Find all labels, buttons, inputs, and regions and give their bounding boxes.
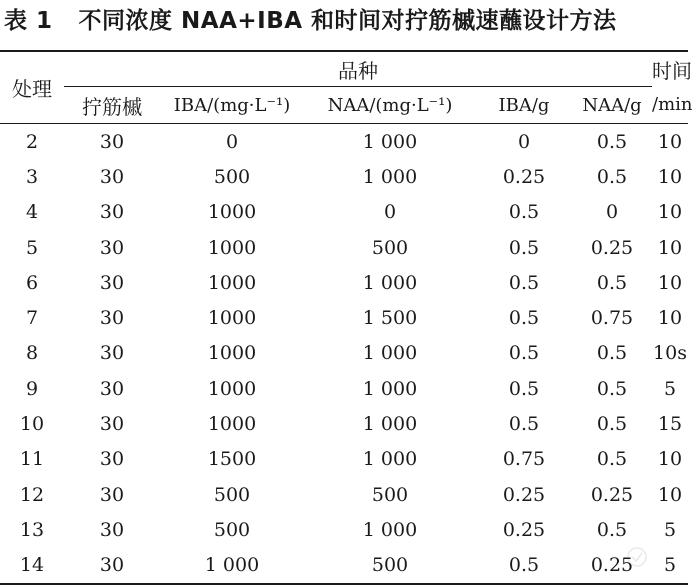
cell-variety: 30 xyxy=(99,236,125,259)
table-row xyxy=(0,406,688,441)
cell-treatment: 7 xyxy=(25,307,39,330)
header-row-2 xyxy=(0,87,688,124)
cell-time: 10 xyxy=(657,130,683,153)
header-row-1 xyxy=(0,51,688,87)
cell-variety: 30 xyxy=(99,130,125,153)
table-row xyxy=(0,512,688,547)
cell-time: 15 xyxy=(657,413,683,436)
cell-time: 5 xyxy=(663,518,677,541)
cell-iba-mass: 0.25 xyxy=(502,483,546,506)
header-time-label: 时间 xyxy=(652,58,692,83)
cell-iba-conc: 500 xyxy=(213,518,251,541)
cell-time: 10 xyxy=(657,236,683,259)
cell-treatment: 11 xyxy=(19,448,45,471)
cell-iba-conc: 1500 xyxy=(207,448,257,471)
table-row xyxy=(0,300,688,335)
cell-iba-mass: 0.25 xyxy=(502,518,546,541)
table-row xyxy=(0,124,688,160)
cell-iba-mass: 0.5 xyxy=(508,377,540,400)
cell-time: 10 xyxy=(657,307,683,330)
cell-naa-conc: 1 000 xyxy=(362,130,418,153)
cell-iba-conc: 1000 xyxy=(207,271,257,294)
header-treatment: 处理 xyxy=(12,77,52,101)
table-number: 表 1 xyxy=(4,8,53,34)
cell-naa-mass: 0.5 xyxy=(596,342,628,365)
cell-treatment: 4 xyxy=(25,201,39,224)
cell-time: 5 xyxy=(652,548,688,584)
header-time-unit: /min xyxy=(652,93,692,115)
cell-naa-mass: 0.25 xyxy=(590,236,634,259)
cell-iba-conc: 1000 xyxy=(207,307,257,330)
cell-naa-conc: 1 000 xyxy=(362,518,418,541)
cell-treatment: 6 xyxy=(25,271,39,294)
cell-naa-conc: 1 000 xyxy=(362,342,418,365)
cell-naa-mass: 0.75 xyxy=(590,307,634,330)
cell-variety: 30 xyxy=(99,518,125,541)
cell-iba-conc: 500 xyxy=(213,165,251,188)
table-row xyxy=(0,548,688,584)
table-caption xyxy=(4,4,617,38)
cell-naa-mass: 0.5 xyxy=(596,518,628,541)
table-body xyxy=(0,124,688,584)
cell-iba-conc: 1000 xyxy=(207,342,257,365)
cell-time: 10 xyxy=(657,448,683,471)
cell-iba-mass: 0.5 xyxy=(508,342,540,365)
cell-iba-conc: 500 xyxy=(213,483,251,506)
cell-iba-mass: 0.75 xyxy=(502,448,546,471)
cell-treatment: 10 xyxy=(19,413,45,436)
cell-treatment: 8 xyxy=(25,342,39,365)
cell-iba-mass: 0.25 xyxy=(502,165,546,188)
table-row xyxy=(0,336,688,371)
cell-iba-conc: 1000 xyxy=(207,201,257,224)
cell-time: 5 xyxy=(663,377,677,400)
cell-naa-conc: 1 000 xyxy=(362,271,418,294)
cell-variety: 30 xyxy=(99,413,125,436)
cell-time: 10s xyxy=(653,342,687,365)
cell-variety: 30 xyxy=(99,271,125,294)
cell-naa-conc: 500 xyxy=(371,483,409,506)
cell-treatment: 14 xyxy=(0,548,64,584)
cell-variety: 30 xyxy=(99,483,125,506)
cell-variety: 30 xyxy=(99,448,125,471)
table-row xyxy=(0,195,688,230)
cell-naa-conc: 1 000 xyxy=(362,448,418,471)
cell-variety: 30 xyxy=(99,377,125,400)
header-iba-mass: IBA/g xyxy=(498,94,550,116)
watermark-icon xyxy=(626,546,648,568)
cell-naa-conc: 1 000 xyxy=(362,377,418,400)
cell-treatment: 3 xyxy=(25,165,39,188)
cell-iba-mass: 0.5 xyxy=(508,307,540,330)
cell-iba-mass: 0 xyxy=(517,130,531,153)
cell-naa-mass: 0.5 xyxy=(596,130,628,153)
cell-treatment: 5 xyxy=(25,236,39,259)
cell-iba-conc: 0 xyxy=(225,130,239,153)
table-row xyxy=(0,477,688,512)
cell-treatment: 13 xyxy=(19,518,45,541)
cell-iba-mass: 0.5 xyxy=(508,271,540,294)
cell-variety: 30 xyxy=(99,342,125,365)
cell-naa-mass: 0.5 xyxy=(596,271,628,294)
table-row xyxy=(0,371,688,406)
cell-naa-mass: 0.5 xyxy=(596,165,628,188)
cell-variety: 30 xyxy=(64,548,160,584)
table-row xyxy=(0,265,688,300)
data-table xyxy=(0,50,692,585)
cell-naa-mass: 0.5 xyxy=(596,413,628,436)
cell-naa-conc: 0 xyxy=(383,201,397,224)
header-naa-mass: NAA/g xyxy=(582,94,642,116)
cell-naa-mass: 0.25 xyxy=(590,483,634,506)
cell-iba-conc: 1000 xyxy=(207,236,257,259)
cell-treatment: 12 xyxy=(19,483,45,506)
cell-time: 10 xyxy=(657,165,683,188)
header-naa-conc: NAA/(mg·L⁻¹) xyxy=(327,94,453,116)
cell-naa-mass: 0.25 xyxy=(572,548,652,584)
header-variety: 拧筋槭 xyxy=(82,94,142,119)
table-row xyxy=(0,159,688,194)
table-title: 不同浓度 NAA+IBA 和时间对拧筋槭速蘸设计方法 xyxy=(78,8,617,34)
header-time xyxy=(652,51,692,124)
cell-naa-mass: 0.5 xyxy=(596,448,628,471)
table-row xyxy=(0,442,688,477)
cell-naa-conc: 500 xyxy=(304,548,476,584)
cell-iba-conc: 1000 xyxy=(207,377,257,400)
header-iba-conc: IBA/(mg·L⁻¹) xyxy=(173,94,291,116)
cell-naa-conc: 500 xyxy=(371,236,409,259)
cell-time: 10 xyxy=(657,201,683,224)
cell-iba-mass: 0.5 xyxy=(508,236,540,259)
cell-iba-conc: 1000 xyxy=(207,413,257,436)
cell-iba-conc: 1 000 xyxy=(160,548,304,584)
cell-variety: 30 xyxy=(99,165,125,188)
cell-variety: 30 xyxy=(99,201,125,224)
cell-treatment: 2 xyxy=(25,130,39,153)
cell-treatment: 9 xyxy=(25,377,39,400)
cell-naa-mass: 0.5 xyxy=(596,377,628,400)
cell-naa-conc: 1 000 xyxy=(362,413,418,436)
cell-iba-mass: 0.5 xyxy=(508,201,540,224)
table-row xyxy=(0,230,688,265)
cell-naa-conc: 1 500 xyxy=(362,307,418,330)
cell-iba-mass: 0.5 xyxy=(508,413,540,436)
header-variety-group: 品种 xyxy=(64,51,652,87)
cell-time: 10 xyxy=(657,483,683,506)
cell-time: 10 xyxy=(657,271,683,294)
cell-variety: 30 xyxy=(99,307,125,330)
cell-naa-conc: 1 000 xyxy=(362,165,418,188)
cell-iba-mass: 0.5 xyxy=(476,548,572,584)
cell-naa-mass: 0 xyxy=(605,201,619,224)
